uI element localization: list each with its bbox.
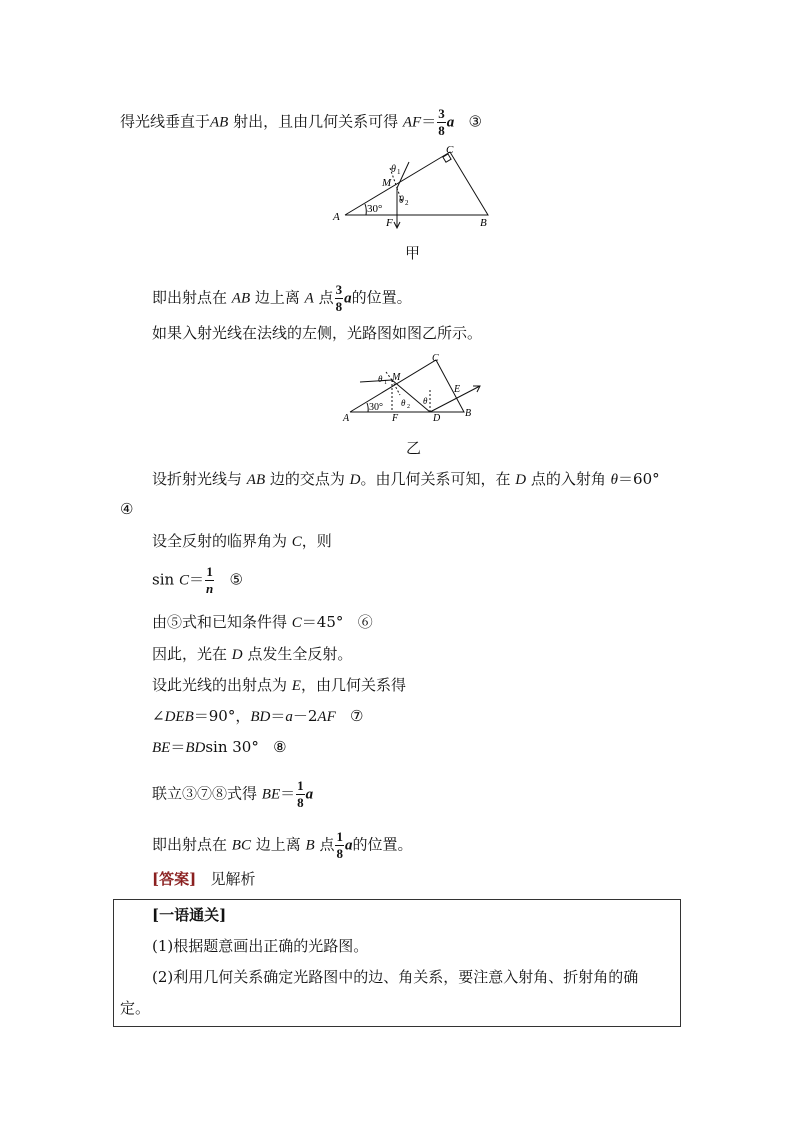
label-C: C xyxy=(446,144,454,156)
label-angle: 30° xyxy=(367,203,383,215)
figure-yi xyxy=(340,350,490,428)
label-B: B xyxy=(480,217,487,229)
fraction: $\frac{1}{n}$ xyxy=(205,564,214,596)
label-theta2: θ xyxy=(401,398,406,408)
text-line-12: 联立③⑦⑧式得 BE＝ $\frac{1}{8}$ a xyxy=(152,778,314,810)
fraction: $\frac{3}{8}$ xyxy=(438,106,445,138)
fraction: $\frac{1}{8}$ xyxy=(297,778,304,810)
summary-item-1: (1)根据题意画出正确的光路图。 xyxy=(152,937,369,955)
figure-caption-yi: 乙 xyxy=(406,439,422,457)
equation-tag-4: ④ xyxy=(120,500,134,518)
label-theta1: θ xyxy=(391,164,396,175)
answer-line xyxy=(152,869,256,889)
summary-box xyxy=(113,899,681,1027)
label-M: M xyxy=(382,177,392,189)
figure-caption-jia: 甲 xyxy=(405,244,421,262)
text-line-4: 设折射光线与 AB 边的交点为 D。由几何关系可知，在 D 点的入射角 θ＝60° xyxy=(152,470,660,488)
answer-tag: [答案] xyxy=(152,870,197,888)
label-theta2-sub: 2 xyxy=(407,404,410,410)
text-line-9: 设此光线的出射点为 E，由几何关系得 xyxy=(152,676,406,694)
label-F: F xyxy=(392,413,399,424)
text-line-6: sin C＝ $\frac{1}{n}$ ⑤ xyxy=(152,564,243,596)
summary-item-2b: 定。 xyxy=(120,999,151,1017)
label-A: A xyxy=(333,211,340,223)
label-C: C xyxy=(432,353,439,364)
fraction: $\frac{1}{8}$ xyxy=(336,829,343,861)
label-D: D xyxy=(433,413,441,424)
label-F: F xyxy=(386,217,393,229)
fraction: $\frac{3}{8}$ xyxy=(335,282,343,314)
text-line-8: 因此，光在 D 点发生全反射。 xyxy=(152,645,353,663)
label-B: B xyxy=(465,408,472,419)
label-A: A xyxy=(343,413,350,424)
label-theta1: θ xyxy=(378,374,383,384)
text-line-3: 如果入射光线在法线的左侧，光路图如图乙所示。 xyxy=(152,324,483,342)
label-theta2: θ xyxy=(399,195,404,206)
text-line-2: 即出射点在 AB 边上离 A 点 $\frac{3}{8}$ a的位置。 xyxy=(152,282,412,314)
answer-text: 见解析 xyxy=(210,870,256,888)
text-line-10: ∠DEB＝90°，BD＝a－2AF ⑦ xyxy=(152,707,364,725)
figure-jia xyxy=(330,140,500,235)
label-theta: θ xyxy=(423,396,428,406)
text-line-13: 即出射点在 BC 边上离 B 点 $\frac{1}{8}$ a的位置。 xyxy=(152,829,413,861)
label-theta1-sub: 1 xyxy=(397,168,401,176)
text-line-5: 设全反射的临界角为 C，则 xyxy=(152,532,332,550)
summary-item-2a: (2)利用几何关系确定光路图中的边、角关系，要注意入射角、折射角的确 xyxy=(152,968,639,986)
label-M: M xyxy=(392,372,401,383)
text-line-11: BE＝BDsin 30° ⑧ xyxy=(152,738,287,756)
label-theta1-sub: 1 xyxy=(384,380,387,386)
text-line-7: 由⑤式和已知条件得 C＝45° ⑥ xyxy=(152,613,373,631)
label-angle: 30° xyxy=(369,402,383,413)
text-line-1: 得光线垂直于AB 射出，且由几何关系可得 AF＝ $\frac{3}{8}$ a ③ xyxy=(120,106,482,138)
label-theta2-sub: 2 xyxy=(405,199,409,207)
summary-title: [一语通关] xyxy=(152,906,227,924)
label-E: E xyxy=(454,384,461,395)
